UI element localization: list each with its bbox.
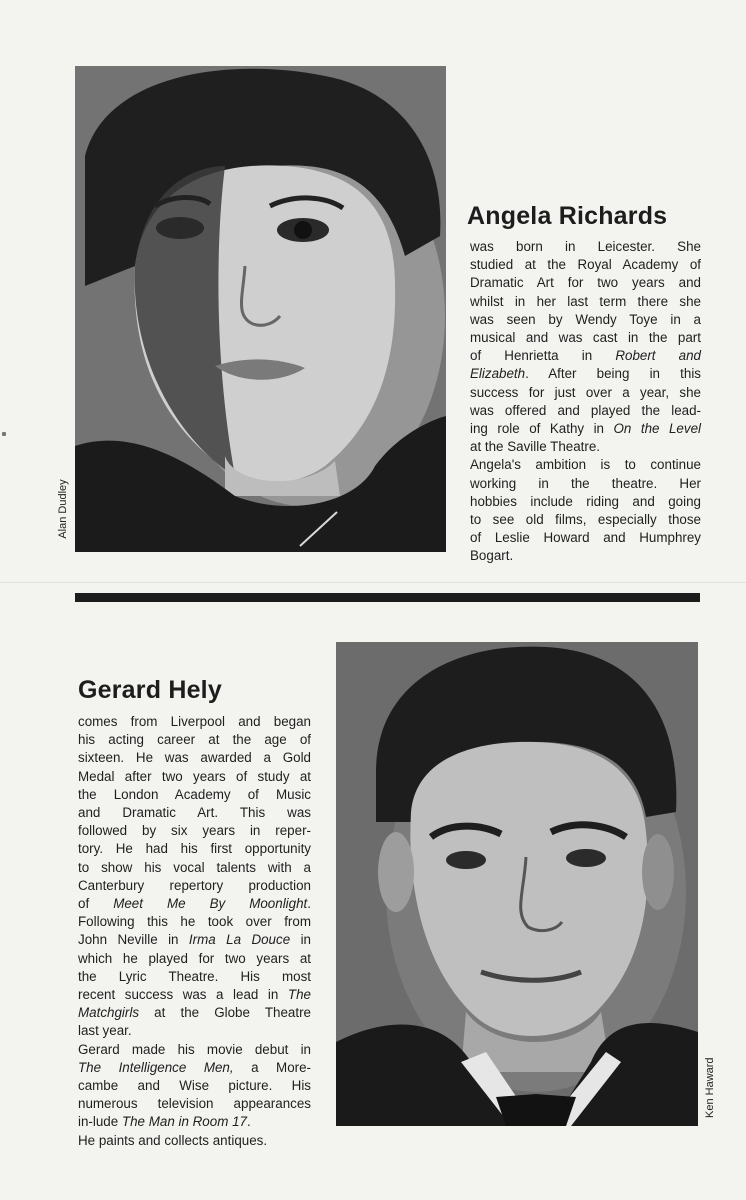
portrait-angela-richards bbox=[75, 66, 446, 552]
bio-line: of Leslie Howard and Humphrey bbox=[470, 530, 701, 546]
page-fold bbox=[0, 582, 746, 583]
section-divider bbox=[75, 593, 700, 602]
bio-line: whilst in her last term there she bbox=[470, 293, 701, 309]
bio-line: Gerard made his movie debut in bbox=[78, 1041, 311, 1057]
bio-line: recent success was a lead in The bbox=[78, 987, 311, 1003]
paper-mark bbox=[2, 432, 6, 436]
bio-line: was seen by Wendy Toye in a bbox=[470, 311, 701, 327]
bio-line: Angela's ambition is to continue bbox=[470, 457, 701, 473]
bio-line: to show his vocal talents with a bbox=[78, 859, 311, 875]
bio-line: The Intelligence Men, a More- bbox=[78, 1059, 312, 1075]
bio-line: Matchgirls at the Globe Theatre bbox=[78, 1005, 311, 1021]
bio-line: was offered and played the lead- bbox=[470, 402, 701, 418]
photo-credit-top: Alan Dudley bbox=[57, 479, 69, 539]
bio-line: followed by six years in reper- bbox=[78, 823, 311, 839]
portrait-illustration bbox=[75, 66, 446, 552]
bio-line: last year. bbox=[78, 1023, 132, 1039]
portrait-gerard-hely bbox=[336, 642, 698, 1126]
bio-line: in-lude The Man in Room 17. bbox=[78, 1114, 251, 1130]
bio-line: Following this he took over from bbox=[78, 914, 311, 930]
bio-line: of Meet Me By Moonlight. bbox=[78, 896, 311, 912]
bio-line: working in the theatre. Her bbox=[470, 475, 701, 491]
bio-line: sixteen. He was awarded a Gold bbox=[78, 750, 311, 766]
performer-name-gerard: Gerard Hely bbox=[78, 676, 222, 704]
biography-angela bbox=[470, 238, 701, 566]
bio-line: hobbies include riding and going bbox=[470, 493, 701, 509]
bio-line: ing role of Kathy in On the Level bbox=[470, 421, 701, 437]
photo-credit-bottom: Ken Haward bbox=[704, 1057, 716, 1118]
portrait-illustration bbox=[336, 642, 698, 1126]
bio-line: comes from Liverpool and began bbox=[78, 714, 311, 729]
bio-line: Medal after two years of study at bbox=[78, 768, 311, 784]
bio-line: John Neville in Irma La Douce in bbox=[78, 932, 311, 948]
bio-line: Dramatic Art for two years and bbox=[470, 275, 701, 291]
bio-line: cambe and Wise picture. His bbox=[78, 1078, 311, 1094]
bio-line: success for just over a year, she bbox=[470, 384, 701, 400]
bio-line: his acting career at the age of bbox=[78, 732, 311, 748]
bio-line: Bogart. bbox=[470, 548, 514, 564]
bio-line: numerous television appearances bbox=[78, 1096, 311, 1112]
bio-line: of Henrietta in Robert and bbox=[470, 348, 701, 364]
bio-line: Elizabeth. After being in this bbox=[470, 366, 701, 382]
bio-line: and Dramatic Art. This was bbox=[78, 805, 311, 821]
bio-line: the Lyric Theatre. His most bbox=[78, 968, 311, 984]
performer-name-angela: Angela Richards bbox=[467, 202, 668, 230]
bio-line: to see old films, especially those bbox=[470, 512, 701, 528]
biography-gerard bbox=[78, 713, 311, 1150]
bio-line: the London Academy of Music bbox=[78, 786, 311, 802]
bio-line: which he played for two years at bbox=[78, 950, 311, 966]
bio-line: Canterbury repertory production bbox=[78, 877, 311, 893]
bio-line: was born in Leicester. She bbox=[470, 239, 701, 254]
bio-line: tory. He had his first opportunity bbox=[78, 841, 311, 857]
bio-line: at the Saville Theatre. bbox=[470, 439, 601, 455]
bio-line: studied at the Royal Academy of bbox=[470, 257, 701, 273]
bio-line: musical and was cast in the part bbox=[470, 330, 701, 346]
bio-line: He paints and collects antiques. bbox=[78, 1132, 268, 1148]
